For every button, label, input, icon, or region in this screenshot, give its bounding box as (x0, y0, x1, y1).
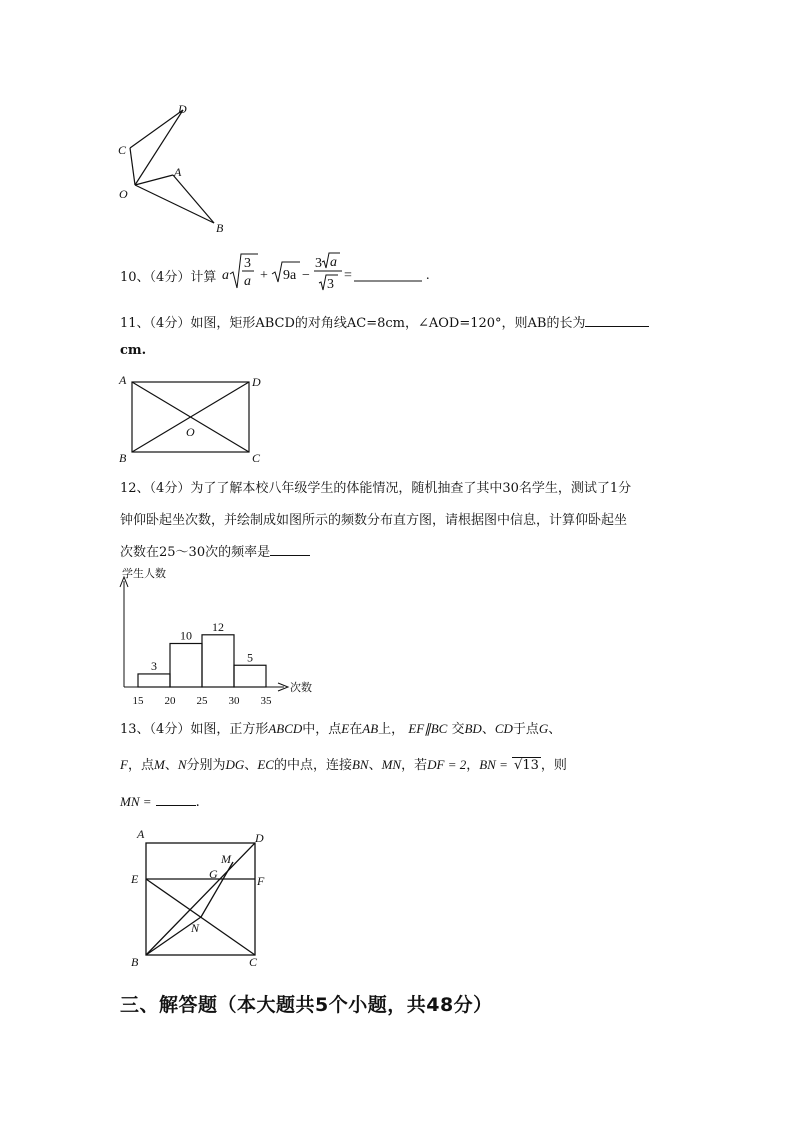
q12-line1: 12、（4分）为了了解本校八年级学生的体能情况，随机抽查了其中30名学生，测试了1分 (120, 481, 632, 496)
x-tick-label: 15 (132, 695, 144, 707)
bar-value-label: 3 (151, 658, 157, 673)
label-A: A (174, 165, 182, 179)
svg-text:3: 3 (327, 277, 334, 292)
question-11 (120, 312, 649, 331)
q13-line1: 13、（4分）如图，正方形ABCD中，点E在AB上， EF∥BC 交BD、CD于点G、 (120, 721, 562, 737)
x-tick-label: 30 (228, 695, 240, 707)
x-tick-label: 20 (164, 695, 176, 707)
label-D: D (252, 375, 261, 389)
x-tick-label: 25 (196, 695, 208, 707)
label-B: B (119, 451, 127, 465)
q11-unit: cm. (120, 343, 147, 358)
q11-text: 11、（4分）如图，矩形ABCD的对角线AC=8cm，∠AOD=120°，则AB的长为 (120, 316, 586, 331)
x-axis-label: 次数 (290, 681, 312, 694)
q13-line3: MN = . (120, 794, 200, 810)
y-axis-label: 学生人数 (122, 567, 166, 580)
label-N: N (191, 921, 200, 935)
label-B: B (131, 955, 139, 969)
svg-text:+: + (260, 268, 268, 283)
figure-q9-angles (110, 98, 240, 238)
label-C: C (252, 451, 261, 465)
svg-text:a: a (330, 255, 337, 270)
label-D: D (255, 831, 264, 845)
q13-line2: F，点M、N分别为DG、EC的中点，连接BN、MN，若DF = 2，BN = √13 ，则 (120, 757, 567, 773)
q12-line2: 钟仰卧起坐次数，并绘制成如图所示的频数分布直方图，请根据图中信息，计算仰卧起坐 (120, 513, 628, 528)
label-B: B (216, 221, 224, 235)
bar-value-label: 10 (180, 628, 192, 643)
label-D: D (178, 102, 187, 116)
label-E: E (131, 872, 139, 886)
q11-answer-blank[interactable] (585, 314, 649, 327)
histogram-bar (234, 665, 266, 687)
label-O: O (186, 425, 195, 439)
label-C: C (118, 143, 127, 157)
svg-text:9a: 9a (283, 268, 297, 283)
svg-text:3: 3 (315, 256, 322, 271)
svg-text:=: = (344, 268, 352, 283)
q13-answer-blank[interactable] (156, 793, 196, 806)
q10-expression (220, 250, 550, 294)
figure-q11-rectangle (115, 370, 275, 468)
section-3-heading: 三、解答题（本大题共5个小题，共48分） (120, 994, 493, 1016)
q12-line3: 次数在25～30次的频率是 (120, 545, 271, 560)
label-O: O (119, 187, 128, 201)
label-A: A (119, 373, 127, 387)
histogram-bar (202, 635, 234, 687)
figure-q13-square (125, 826, 275, 971)
label-M: M (221, 852, 231, 866)
svg-text:3: 3 (244, 256, 251, 271)
label-C: C (249, 955, 258, 969)
bar-value-label: 5 (247, 650, 253, 665)
q10-prefix: 10、（4分）计算 (120, 270, 217, 285)
label-A: A (137, 827, 145, 841)
svg-text:a: a (222, 268, 229, 283)
svg-text:.: . (426, 268, 430, 283)
q12-answer-blank[interactable] (270, 543, 310, 556)
svg-text:a: a (244, 274, 251, 289)
question-12-line3 (120, 541, 310, 560)
bar-value-label: 12 (212, 619, 224, 634)
histogram-chart (112, 563, 332, 708)
svg-text:−: − (302, 268, 310, 283)
histogram-bar (170, 644, 202, 688)
label-G: G (209, 867, 218, 881)
label-F: F (257, 874, 265, 888)
histogram-bar (138, 674, 170, 687)
x-tick-label: 35 (260, 695, 272, 707)
